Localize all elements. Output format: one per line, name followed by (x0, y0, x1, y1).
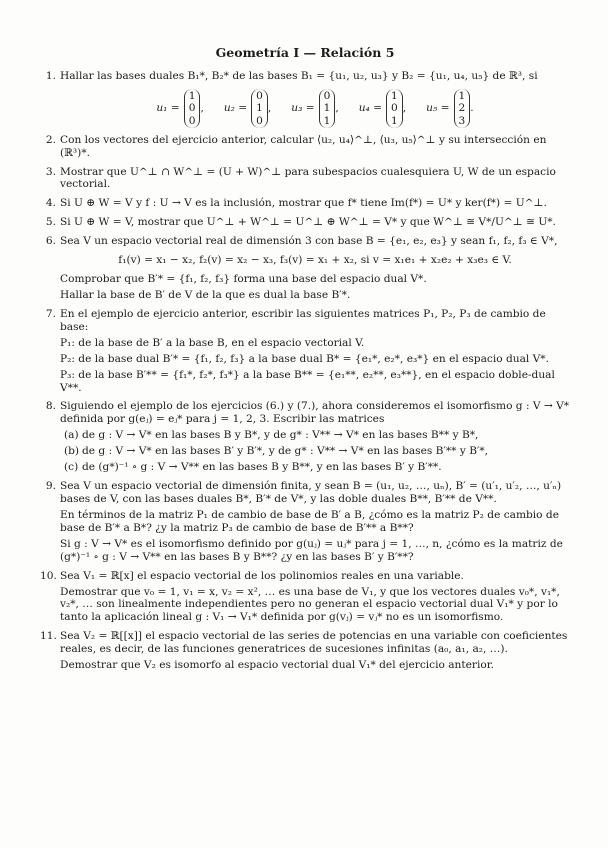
sub-item-a (60, 429, 570, 442)
column-vector (184, 89, 204, 128)
exercise-text: Sea V un espacio vectorial real de dimensión 3 con base B = {e₁, e₂, e₃} y sean f₁, f₂, f₃ ∈ V*, (60, 235, 558, 248)
exercise-number: 4. (45, 197, 56, 210)
vector-label: u₂ = (223, 101, 248, 114)
vector-component: 1 (188, 90, 196, 103)
exercise-text: Siguiendo el ejemplo de los ejercicios (6.) y (7.), ahora consideremos el isomorfismo g : V → V* definida por g(eⱼ) = eⱼ* para j = 1, 2, 3. Escribir las matrices (60, 400, 570, 426)
vector-component: 1 (323, 102, 331, 115)
exercise-number: 7. (45, 307, 56, 320)
exercise-number: 10. (40, 569, 57, 582)
vector-component: 0 (188, 102, 196, 115)
vector-component: 1 (323, 114, 331, 127)
exercise-subtext: En términos de la matriz P₁ de cambio de base de B′ a B, ¿cómo es la matriz P₂ de cambio de base de B′* a B*? ¿y la matriz P₃ de cambio de base de B′** a B**? (60, 508, 559, 534)
exercise-6 (40, 235, 570, 302)
vector-label: u₄ = (358, 101, 383, 114)
vector-list (60, 89, 570, 128)
sub-item-label: (c) (64, 461, 79, 474)
exercise-10 (40, 570, 570, 625)
column-vector (319, 89, 339, 128)
sub-item-b (60, 445, 570, 458)
vector-component: 3 (458, 114, 466, 127)
exercise-text: En el ejemplo de ejercicio anterior, escribir las siguientes matrices P₁, P₂, P₃ de cambio de base: (60, 307, 546, 333)
exercise-number: 11. (40, 630, 57, 643)
page-title: Geometría I — Relación 5 (215, 45, 395, 60)
exercise-subtext: Demostrar que V₂ es isomorfo al espacio vectorial dual V₁* del ejercicio anterior. (60, 659, 494, 672)
exercise-3 (40, 166, 570, 192)
exercise-subtext: Hallar la base de B′ de V de la que es dual la base B′*. (60, 288, 351, 301)
vector-separator: , (402, 101, 407, 114)
vector-separator: . (470, 101, 474, 114)
vector-separator: , (267, 101, 272, 114)
exercise-2 (40, 134, 570, 160)
matrix-description-p2: P₂: de la base dual B′* = {f₁, f₂, f₃} a la base dual B* = {e₁*, e₂*, e₃*} en el espacio dual V*. (60, 352, 549, 365)
exercise-4 (40, 197, 570, 210)
matrix-description-p1: P₁: de la base de B′ a la base B, en el espacio vectorial V. (60, 336, 365, 349)
vector-u3 (291, 89, 338, 128)
exercise-9 (40, 480, 570, 564)
vector-component: 0 (391, 102, 398, 115)
exercise-text: Sea V₁ = ℝ[x] el espacio vectorial de los polinomios reales en una variable. (60, 569, 464, 582)
vector-component: 0 (188, 114, 196, 127)
sub-item-text: de g : V → V* en las bases B y B*, y de g* : V** → V* en las bases B** y B*, (82, 429, 479, 442)
vector-component: 2 (458, 102, 466, 115)
vector-label: u₁ = (156, 101, 180, 114)
vector-component: 0 (256, 114, 263, 127)
vector-component: 1 (391, 114, 398, 127)
exercise-subtext: Si g : V → V* es el isomorfismo definido por g(uⱼ) = uⱼ* para j = 1, …, n, ¿cómo es la matriz de (g*)⁻¹ ∘ g : V → V** en las bases B y B**? ¿y en las bases B′ y B′**? (60, 537, 563, 563)
exercise-number: 5. (45, 216, 56, 229)
sub-item-c (60, 461, 570, 474)
column-vector (251, 89, 268, 128)
exercise-number: 1. (45, 70, 56, 83)
sub-list (60, 429, 570, 474)
exercise-5 (40, 216, 570, 229)
sub-item-text: de (g*)⁻¹ ∘ g : V → V** en las bases B y B**, y en las bases B′ y B′**. (82, 461, 442, 474)
sub-item-label: (b) (64, 445, 80, 458)
vector-component: 1 (391, 90, 398, 103)
exercise-text: Si U ⊕ W = V y f : U → V es la inclusión, mostrar que f* tiene Im(f*) = U* y ker(f*) = U^⊥. (60, 197, 547, 210)
exercise-number: 8. (45, 400, 56, 413)
vector-label: u₅ = (426, 101, 450, 114)
vector-u2 (224, 89, 271, 128)
exercise-number: 2. (45, 133, 56, 146)
vector-u4 (359, 89, 406, 128)
vector-component: 0 (256, 90, 263, 103)
sub-item-text: de g : V → V* en las bases B′ y B′*, y de g* : V** → V* en las bases B′** y B′*, (82, 445, 489, 458)
column-vector (454, 89, 474, 128)
matrix-description-p3: P₃: de la base B′** = {f₁*, f₂*, f₃*} a la base B** = {e₁**, e₂**, e₃**}, en el espacio doble-dual V**. (60, 368, 555, 394)
exercise-text: Si U ⊕ W = V, mostrar que U^⊥ + W^⊥ = U^⊥ ⊕ W^⊥ = V* y que W^⊥ ≅ V*/U^⊥ ≅ U*. (60, 216, 556, 229)
vector-label: u₃ = (291, 101, 315, 114)
vector-separator: , (335, 101, 339, 114)
exercise-1 (40, 70, 570, 127)
formula-line: f₁(v) = x₁ − x₂, f₂(v) = x₂ − x₃, f₃(v) = x₁ + x₂, si v = x₁e₁ + x₂e₂ + x₃e₃ ∈ V. (118, 254, 512, 267)
exercise-8 (40, 400, 570, 474)
vector-component: 0 (323, 90, 331, 103)
vector-separator: , (200, 101, 204, 114)
exercise-text: Con los vectores del ejercicio anterior, calcular ⟨u₂, u₄⟩^⊥, ⟨u₃, u₅⟩^⊥ y su intersección en (ℝ³)*. (60, 133, 547, 159)
column-vector (386, 89, 403, 128)
exercise-text: Sea V un espacio vectorial de dimensión finita, y sean B = (u₁, u₂, …, uₙ), B′ = (u′₁, u′₂, …, u′ₙ) bases de V, con las bases duales B*, B′* de V*, y las doble duales B**, B′** de V**. (60, 480, 562, 505)
exercise-text: Sea V₂ = ℝ[[x]] el espacio vectorial de las series de potencias en una variable con coeficientes reales, es decir, de las funciones generatrices de sucesiones infinitas (a₀, a₁, a₂, …). (60, 630, 568, 656)
exercise-number: 3. (45, 165, 56, 178)
vector-component: 1 (256, 102, 263, 115)
vector-u1 (156, 89, 203, 128)
vector-u5 (426, 89, 473, 128)
sub-item-label: (a) (64, 429, 79, 442)
exercise-text: Mostrar que U^⊥ ∩ W^⊥ = (U + W)^⊥ para subespacios cualesquiera U, W de un espacio vectorial. (60, 165, 556, 191)
exercise-number: 6. (45, 235, 56, 248)
exercise-11 (40, 630, 570, 672)
exercise-subtext: Demostrar que v₀ = 1, v₁ = x, v₂ = x², … es una base de V₁, y que los vectores duales v₀*, v₁*, v₂*, … son linealmente independientes pero no generan el espacio vectorial dual V₁* y por lo tanto la aplicación lineal g : V₁ → V₁* definida por g(vⱼ) = vⱼ* no es un isomorfismo. (60, 585, 560, 624)
exercise-number: 9. (45, 480, 56, 493)
exercise-text: Hallar las bases duales B₁*, B₂* de las bases B₁ = {u₁, u₂, u₃} y B₂ = {u₁, u₄, u₅} de ℝ³, si (60, 70, 538, 83)
vector-component: 1 (458, 90, 466, 103)
exercise-subtext: Comprobar que B′* = {f₁, f₂, f₃} forma una base del espacio dual V*. (60, 273, 427, 286)
exercise-7 (40, 308, 570, 395)
